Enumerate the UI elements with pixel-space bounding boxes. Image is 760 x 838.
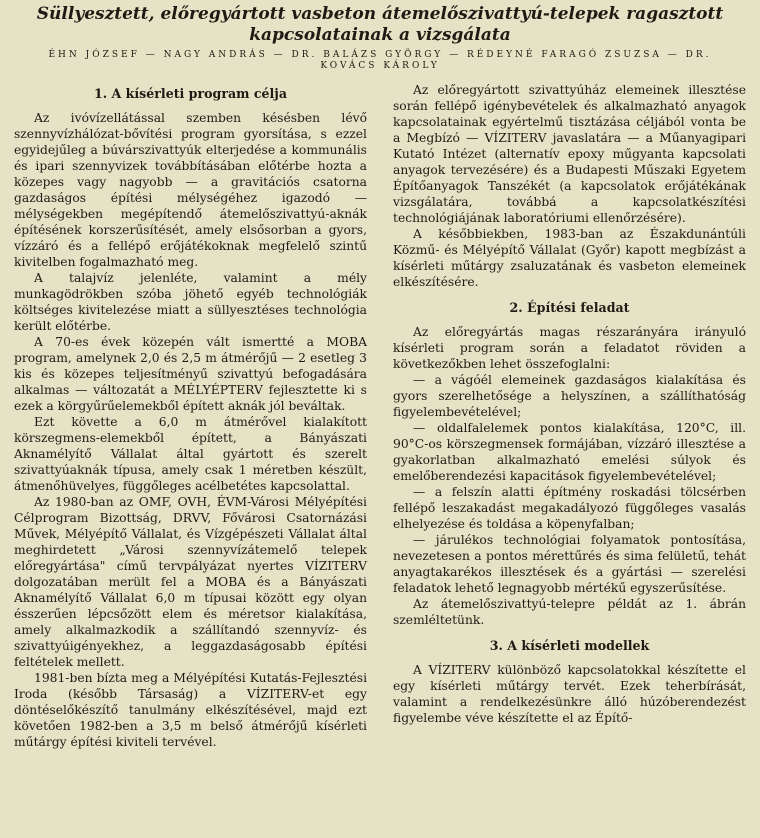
paragraph: A 70-es évek közepén vált ismertté a MOBA program, amelynek 2,0 és 2,5 m átmérőjű — 2 esetleg 3 kis és közepes teljesítményű szivattyú befogadására alkalmas — változatát a MÉLYÉPTERV fejlesztette ki s ezek a körgyűrűelemekből épített aknák jól beváltak. bbox=[14, 335, 367, 413]
paragraph: A későbbiekben, 1983-ban az Északdunántúli Közmű- és Mélyépítő Vállalat (Győr) kapott megbízást a kísérleti műtárgy zsaluzatának és vasbeton elemeinek elkészítésére. bbox=[393, 227, 746, 289]
section-heading-1: 1. A kísérleti program célja bbox=[93, 86, 288, 101]
list-item: — járulékos technológiai folyamatok pontosítása, nevezetesen a pontos mérettűrés és sima felületű, tehát anyagtakarékos illesztések és a gyártási — szerelési feladatok lehető legnagyobb mértékű egyszerűsítése. bbox=[393, 533, 746, 595]
paragraph: Az átemelőszivattyú-telepre példát az 1. ábrán szemléltetünk. bbox=[393, 597, 746, 627]
list-item: — oldalfalelemek pontos kialakítása, 120°C, ill. 90°C-os körszegmensek formájában, vízzáró illesztése a gyakorlatban alkalmazható emelési súlyok és emelőberendezési kapacitások figyelembevételével; bbox=[393, 421, 746, 483]
list-item: — a vágóél elemeinek gazdaságos kialakítása és gyors szerelhetősége a helyszínen, a szállíthatóság figyelembevételével; bbox=[393, 373, 746, 419]
paragraph: Az 1980-ban az OMF, OVH, ÉVM-Városi Mélyépítési Célprogram Bizottság, DRVV, Fővárosi Csatornázási Művek, Mélyépítő Vállalat, és Vízgépészeti Vállalat által meghirdetett „Városi szennyvízátemelő telepek előregyártása" című tervpályázat nyertes VÍZITERV dolgozatában merült fel a MOBA és a Bányászati Aknamélyítő Vállalat 6,0 m típusai között egy olyan ésszerűen lépcsőzött elem és méretsor kialakítása, amely alkalmazkodik a szállítandó szennyvíz- és szivattyúigényekhez, a leggazdaságosabb építési feltételek mellett. bbox=[14, 495, 367, 669]
section-heading-3: 3. A kísérleti modellek bbox=[489, 638, 650, 653]
paragraph: Az előregyártás magas részarányára irányuló kísérleti program során a feladatot röviden a következőkben lehet összefoglalni: bbox=[393, 325, 746, 371]
list-item: — a felszín alatti építmény roskadási tölcsérben fellépő leszakadást megakadályozó függőleges vasalás elhelyezése és toldása a köpenyfalban; bbox=[393, 485, 746, 531]
paragraph: 1981-ben bízta meg a Mélyépítési Kutatás-Fejlesztési Iroda (később Társaság) a VÍZITERV-et egy döntéselőkészítő tanulmány elkészítésével, majd ezt követően 1982-ben a 3,5 m belső átmérőjű kísérleti műtárgy építési kiviteli tervével. bbox=[14, 671, 367, 749]
paragraph: Az előregyártott szivattyúház elemeinek illesztése során fellépő igénybevételek és alkalmazható anyagok kapcsolatainak egyértelmű tisztázása céljából vonta be a Megbízó — VÍZITERV javaslatára — a Műanyagipari Kutató Intézet (alternatív epoxy műgyanta kapcsolati anyagok tervezésére) és a Budapesti Műszaki Egyetem Építőanyagok Tanszékét (a kapcsolatok erőjátékának vizsgálatára, továbbá a kapcsolatkészítési technológiájának laboratóriumi ellenőrzésére). bbox=[393, 83, 746, 225]
paragraph: Ezt követte a 6,0 m átmérővel kialakított körszegmens-elemekből épített, a Bányászati Aknamélyítő Vállalat által gyártott és szerelt szivattyúaknák típusa, amely csak 1 méretben készült, átmenőhüvelyes, függőleges acélbetétes kapcsolattal. bbox=[14, 415, 367, 493]
article-title: Süllyesztett, előregyártott vasbeton átemelőszivattyú-telepek ragasztott kapcsolatainak a vizsgálata bbox=[36, 4, 724, 45]
left-column bbox=[14, 76, 367, 750]
section-heading-2: 2. Építési feladat bbox=[509, 300, 630, 315]
two-column-body bbox=[14, 76, 746, 750]
paragraph: A talajvíz jelenléte, valamint a mély munkagödrökben szóba jöhető egyéb technológiák költséges kivitelezése miatt a süllyesztéses technológia került előtérbe. bbox=[14, 271, 367, 333]
paragraph: Az ivóvízellátással szemben késésben lévő szennyvízhálózat-bővítési program gyorsítása, s ezzel egyidejűleg a búvárszivattyúk elterjedése a kommunális és ipari szennyvizek továbbításában előtérbe hozta a közepes vagy nagyobb — a gravitációs csatorna gazdaságos építési mélységéhez igazodó — mélységekben megépítendő átemelőszivattyú-aknák építésének korszerűsítését, amely elsősorban a gyors, vízzáró és a fellépő erőjátékoknak megfelelő szintű kivitelben fogalmazható meg. bbox=[14, 111, 367, 269]
author-list: ÉHN JÓZSEF — NAGY ANDRÁS — DR. BALÁZS GYÖRGY — RÉDEYNÉ FARAGÓ ZSUZSA — DR. KOVÁCS KÁROLY bbox=[48, 50, 712, 71]
right-column bbox=[393, 76, 746, 750]
paragraph: A VÍZITERV különböző kapcsolatokkal készítette el egy kísérleti műtárgy tervét. Ezek teherbírását, valamint a rendelkezésünkre álló húzóberendezést figyelembe véve készítette el az Építő- bbox=[393, 663, 746, 725]
